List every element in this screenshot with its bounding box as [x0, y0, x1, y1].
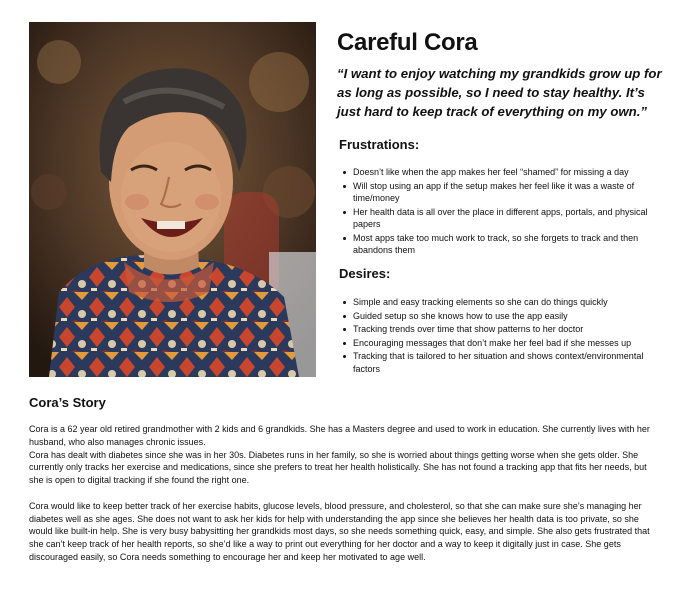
- desire-item: Tracking that is tailored to her situation and shows context/environmental factors: [339, 350, 664, 375]
- persona-name: Careful Cora: [337, 29, 478, 56]
- desire-item: Encouraging messages that don’t make her feel bad if she messes up: [339, 337, 664, 350]
- frustrations-list: [339, 166, 664, 258]
- frustration-item: Doesn’t like when the app makes her feel “shamed” for missing a day: [339, 166, 664, 179]
- story-heading: Cora’s Story: [29, 395, 106, 410]
- desire-item: Guided setup so she knows how to use the app easily: [339, 310, 664, 323]
- frustration-item: Her health data is all over the place in different apps, portals, and physical papers: [339, 206, 664, 231]
- desires-list: [339, 296, 664, 376]
- story-paragraph: Cora would like to keep better track of her exercise habits, glucose levels, blood pressure, and cholesterol, so that she can make sure she’s managing her diabetes well as she ages. She does not want to ask her kids for help with understanding the app since she believes her health data is too private, so she would like built-in help. She is very busy babysitting her grandkids most days, so she needs something quick, easy, and simple. She also gets frustrated that she can’t keep track of her health reports, so she’d like a way to print out everything for her doctor and a way to keep it digitally just in case. She gets discouraged easily, so Cora needs something to encourage her and keep her motivated to age well.: [29, 500, 650, 562]
- persona-photo: [29, 22, 316, 377]
- story-body: [29, 423, 661, 564]
- frustration-item: Most apps take too much work to track, so she forgets to track and then abandons them: [339, 232, 664, 257]
- desire-item: Simple and easy tracking elements so she can do things quickly: [339, 296, 664, 309]
- persona-header: [337, 28, 667, 121]
- desires-heading: Desires:: [339, 266, 391, 281]
- desire-item: Tracking trends over time that show patterns to her doctor: [339, 323, 664, 336]
- frustration-item: Will stop using an app if the setup makes her feel like it was a waste of time/money: [339, 180, 664, 205]
- persona-quote: “I want to enjoy watching my grandkids grow up for as long as possible, so I need to stay healthy. It’s just hard to keep track of everything on my own.”: [337, 66, 662, 119]
- story-paragraph: Cora is a 62 year old retired grandmother with 2 kids and 6 grandkids. She has a Masters degree and used to work in education. She currently lives with her husband, who also manages chronic issues.: [29, 424, 650, 447]
- story-paragraph: Cora has dealt with diabetes since she was in her 30s. Diabetes runs in her family, so she is worried about things getting worse when she gets older. She currently only tracks her exercise and medications, since she prefers to treat her health holistically. She has not found a tracking app that fits her needs, but she is open to digital tracking if she found the right one.: [29, 449, 647, 486]
- frustrations-heading: Frustrations:: [339, 137, 420, 152]
